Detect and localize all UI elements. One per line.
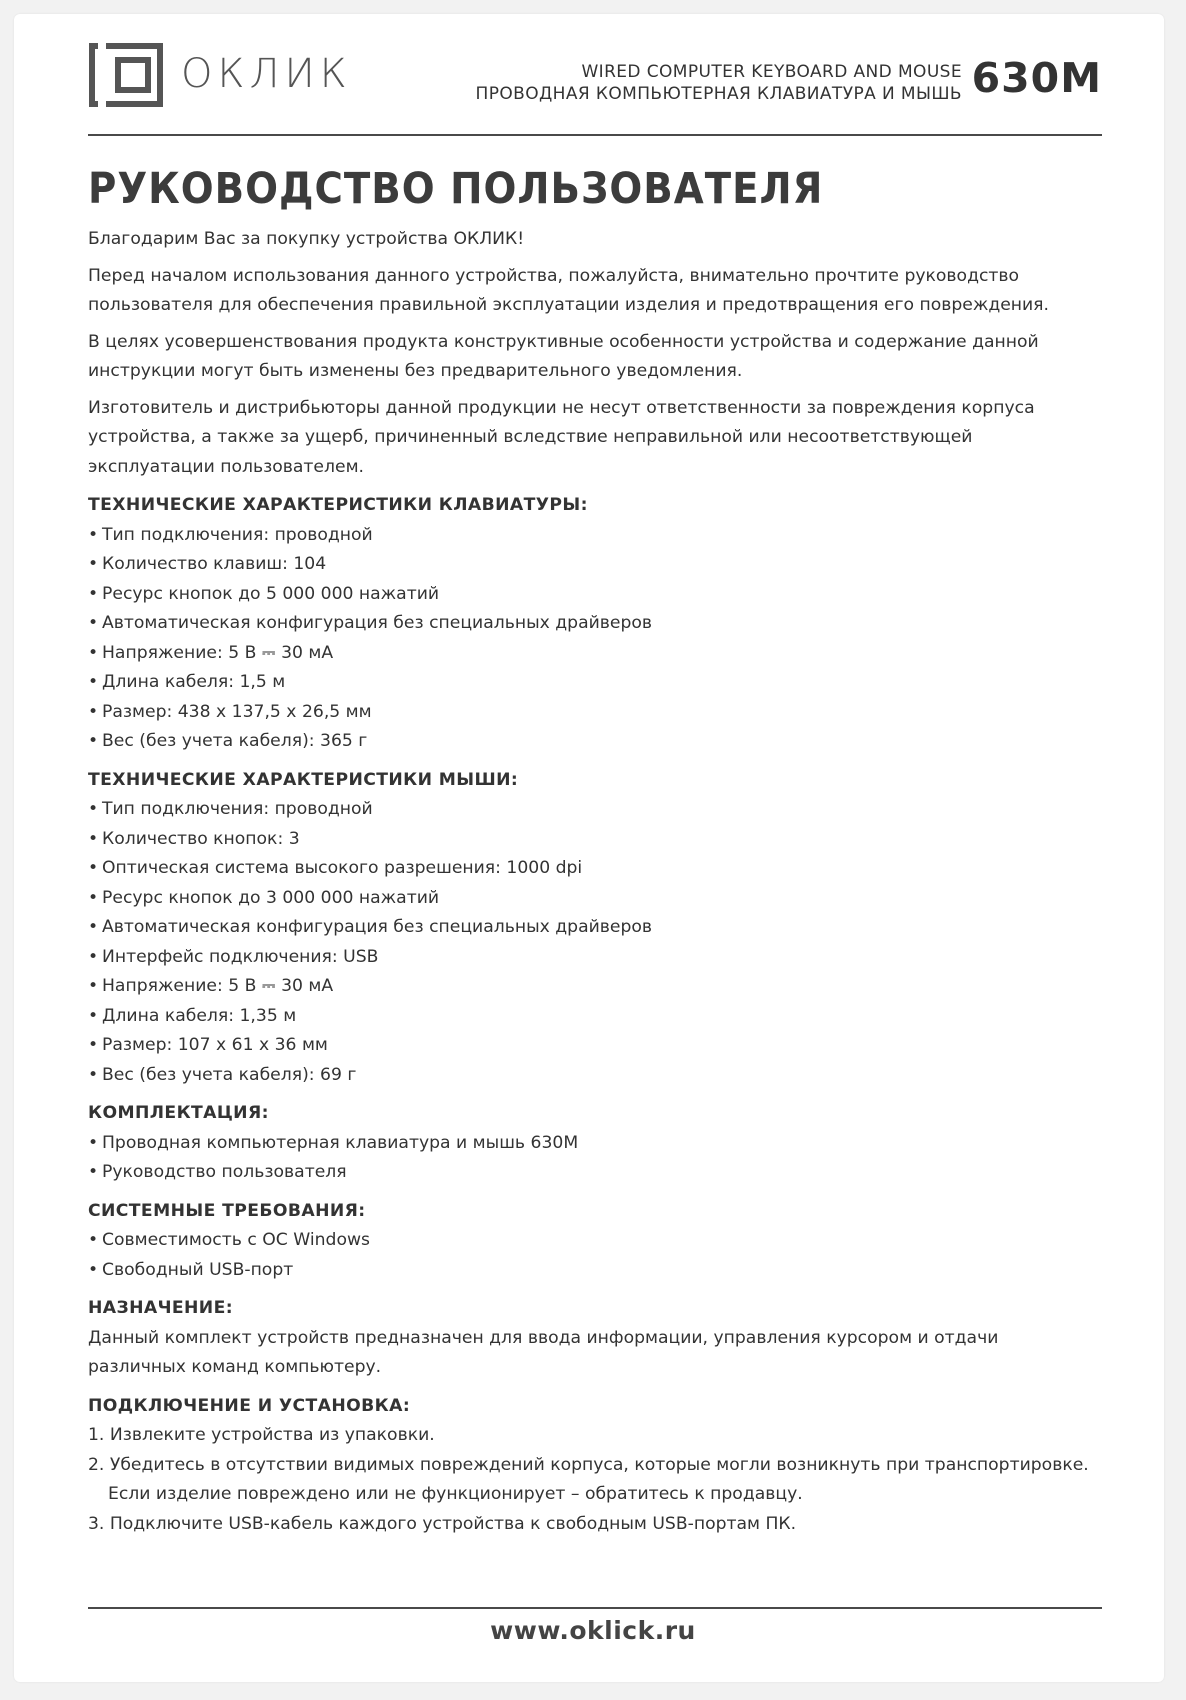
list-item: • Ресурс кнопок до 5 000 000 нажатий xyxy=(88,580,1098,610)
mouse-specs-section xyxy=(88,766,1098,1091)
package-list xyxy=(88,1129,1098,1188)
page-header xyxy=(88,42,1102,132)
list-item: • Автоматическая конфигурация без специальных драйверов xyxy=(88,609,1098,639)
list-item: • Напряжение: 5 В ⎓ 30 мА xyxy=(88,639,1098,669)
intro-read-manual: Перед началом использования данного устройства, пожалуйста, внимательно прочтите руководство пользователя для обеспечения правильной эксплуатации изделия и предотвращения его повреждения. xyxy=(88,265,1049,315)
mouse-specs-title: ТЕХНИЧЕСКИЕ ХАРАКТЕРИСТИКИ МЫШИ: xyxy=(88,769,519,790)
list-item: • Вес (без учета кабеля): 69 г xyxy=(88,1061,1098,1091)
list-item: • Размер: 438 х 137,5 х 26,5 мм xyxy=(88,698,1098,728)
list-item: • Тип подключения: проводной xyxy=(88,795,1098,825)
keyboard-specs-title: ТЕХНИЧЕСКИЕ ХАРАКТЕРИСТИКИ КЛАВИАТУРЫ: xyxy=(88,495,588,515)
keyboard-specs-list xyxy=(88,521,1098,757)
list-item: • Свободный USB-порт xyxy=(88,1256,1098,1286)
brand-logo xyxy=(88,42,408,112)
list-item: 3. Подключите USB-кабель каждого устройства к свободным USB-портам ПК. xyxy=(88,1513,797,1534)
oklick-logo-icon xyxy=(88,42,164,108)
list-item: • Вес (без учета кабеля): 365 г xyxy=(88,727,1098,757)
purpose-text: Данный комплект устройств предназначен для ввода информации, управления курсором и отдачи различных команд компьютеру. xyxy=(88,1327,999,1377)
manual-content xyxy=(88,163,1098,1539)
brand-name: ОКЛИК xyxy=(181,51,352,97)
product-title-en: WIRED COMPUTER KEYBOARD AND MOUSE xyxy=(581,62,962,82)
list-item: • Ресурс кнопок до 3 000 000 нажатий xyxy=(88,884,1098,914)
list-item: • Интерфейс подключения: USB xyxy=(88,943,1098,973)
footer-divider xyxy=(88,1607,1102,1609)
list-item: • Автоматическая конфигурация без специальных драйверов xyxy=(88,913,1098,943)
list-item: • Руководство пользователя xyxy=(88,1158,1098,1188)
list-item: • Длина кабеля: 1,5 м xyxy=(88,668,1098,698)
list-item: • Напряжение: 5 В ⎓ 30 мА xyxy=(88,972,1098,1002)
product-titles xyxy=(476,61,962,105)
list-item: • Тип подключения: проводной xyxy=(88,521,1098,551)
list-item: • Размер: 107 х 61 х 36 мм xyxy=(88,1031,1098,1061)
header-divider xyxy=(88,134,1102,136)
product-title-ru: ПРОВОДНАЯ КОМПЬЮТЕРНАЯ КЛАВИАТУРА И МЫШЬ xyxy=(475,84,962,104)
intro-liability: Изготовитель и дистрибьюторы данной продукции не несут ответственности за повреждения корпуса устройства, а также за ущерб, причиненный вследствие неправильной или несоответствующей эксплуатации пользователем. xyxy=(88,397,1035,477)
list-item: • Длина кабеля: 1,35 м xyxy=(88,1002,1098,1032)
website-url: www.oklick.ru xyxy=(490,1616,696,1645)
installation-title: ПОДКЛЮЧЕНИЕ И УСТАНОВКА: xyxy=(88,1395,411,1416)
intro-changes-notice: В целях усовершенствования продукта конструктивные особенности устройства и содержание данной инструкции могут быть изменены без предварительного уведомления. xyxy=(88,331,1039,381)
requirements-list xyxy=(88,1226,1098,1285)
page-title: РУКОВОДСТВО ПОЛЬЗОВАТЕЛЯ xyxy=(88,164,824,214)
installation-steps xyxy=(88,1421,1098,1539)
mouse-specs-list xyxy=(88,795,1098,1090)
list-item: • Проводная компьютерная клавиатура и мышь 630M xyxy=(88,1129,1098,1159)
keyboard-specs-section xyxy=(88,491,1098,757)
requirements-title: СИСТЕМНЫЕ ТРЕБОВАНИЯ: xyxy=(88,1200,366,1221)
list-item: 2. Убедитесь в отсутствии видимых повреждений корпуса, которые могли возникнуть при транспортировке. Если изделие повреждено или не функционирует – обратитесь к продавцу. xyxy=(88,1454,1089,1504)
list-item: 1. Извлеките устройства из упаковки. xyxy=(88,1425,435,1445)
list-item: • Оптическая система высокого разрешения: 1000 dpi xyxy=(88,854,1098,884)
package-section xyxy=(88,1099,1098,1188)
purpose-title: НАЗНАЧЕНИЕ: xyxy=(88,1298,233,1318)
installation-section xyxy=(88,1392,1098,1540)
package-title: КОМПЛЕКТАЦИЯ: xyxy=(88,1103,269,1123)
list-item: • Количество клавиш: 104 xyxy=(88,550,1098,580)
intro-thanks: Благодарим Вас за покупку устройства ОКЛИК! xyxy=(88,229,525,249)
purpose-section xyxy=(88,1294,1098,1383)
model-number: 630M xyxy=(971,54,1102,102)
list-item: • Количество кнопок: 3 xyxy=(88,825,1098,855)
list-item: • Совместимость с ОС Windows xyxy=(88,1226,1098,1256)
requirements-section xyxy=(88,1197,1098,1286)
